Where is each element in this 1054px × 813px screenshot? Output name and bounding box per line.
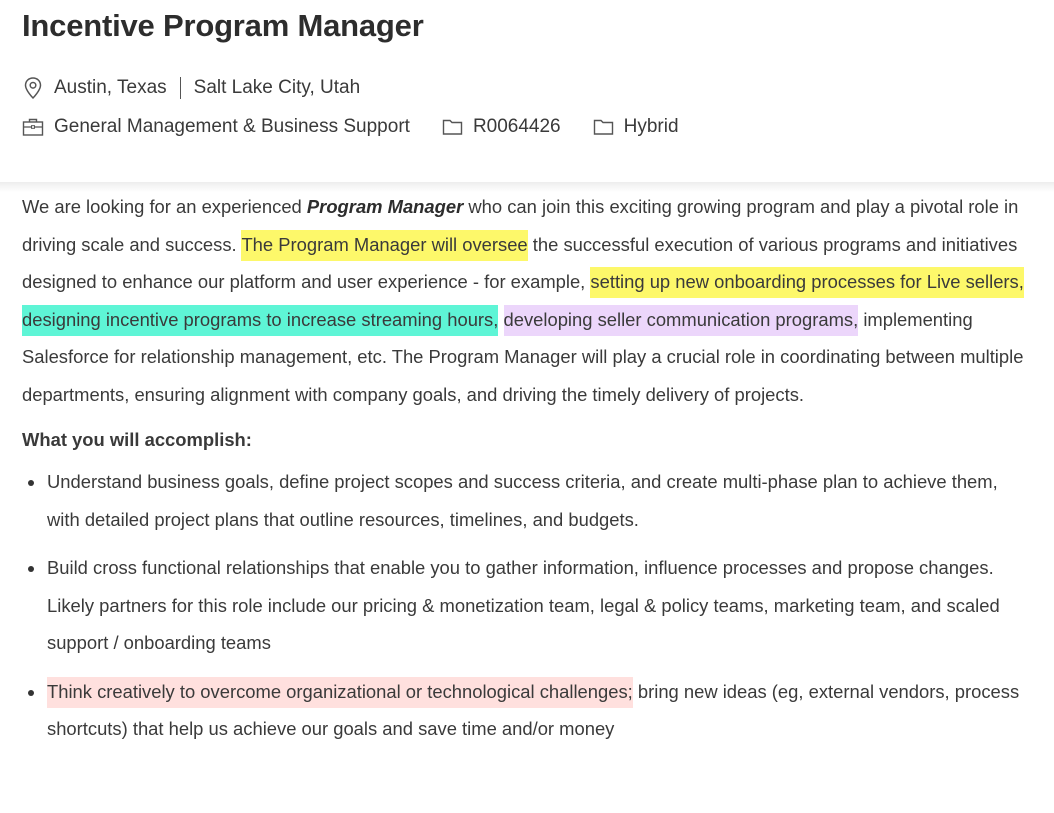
highlight-yellow-2: setting up new onboarding processes for Live sellers,: [590, 267, 1023, 298]
intro-text-a: We are looking for an experienced: [22, 196, 307, 217]
intro-text-d: implementing Salesforce for relationship management, etc. The Program Manager will play a crucial role in coordinating between multiple departments, ensuring alignment with company goals, and driving the timely delivery of projects.: [22, 308, 1024, 405]
work-type-group: [593, 115, 679, 139]
location-row: [22, 76, 360, 100]
highlight-teal: designing incentive programs to increase streaming hours,: [22, 305, 498, 336]
location-pin-icon: [22, 76, 44, 100]
briefcase-icon: [22, 115, 44, 139]
details-row: [22, 115, 679, 139]
highlight-yellow-1: The Program Manager will oversee: [241, 230, 527, 261]
intro-text-b: who can join this exciting growing program and play a pivotal role in driving scale and success.: [22, 196, 1019, 255]
requisition-group: [442, 115, 561, 139]
folder-icon: [442, 115, 464, 139]
job-category: General Management & Business Support: [54, 116, 410, 137]
list-item: [22, 673, 1032, 748]
highlight-pink: Think creatively to overcome organizational or technological challenges;: [47, 677, 633, 708]
accomplish-list: [22, 463, 1032, 748]
intro-emphasis: Program Manager: [306, 196, 464, 217]
location-divider: [180, 77, 181, 99]
location-secondary: Salt Lake City, Utah: [193, 77, 361, 98]
work-type: Hybrid: [623, 116, 679, 137]
intro-text-c: the successful execution of various programs and initiatives designed to enhance our platform and user experience - for example,: [22, 233, 1018, 292]
accomplish-heading: What you will accomplish:: [22, 429, 252, 450]
list-item: [22, 549, 1032, 662]
category-group: [22, 115, 410, 139]
requisition-id: R0064426: [472, 116, 561, 137]
list-item-text: bring new ideas (eg, external vendors, process shortcuts) that help us achieve our goals and save time and/or money: [47, 680, 1020, 739]
highlight-purple: developing seller communication programs,: [504, 305, 859, 336]
folder-icon: [593, 115, 615, 139]
intro-paragraph: [22, 188, 1032, 413]
list-item: [22, 463, 1032, 538]
list-item-text: Understand business goals, define project scopes and success criteria, and create multi-phase plan to achieve them, with detailed project plans that outline resources, timelines, and budgets.: [47, 471, 998, 530]
job-description: [22, 188, 1032, 759]
location-primary: Austin, Texas: [54, 77, 167, 98]
job-header: [0, 0, 1054, 182]
list-item-text: Build cross functional relationships that enable you to gather information, influence processes and propose changes. Likely partners for this role include our pricing & monetization team, legal & policy teams, marketing team, and scaled support / onboarding teams: [47, 557, 1000, 653]
job-title: Incentive Program Manager: [22, 8, 424, 43]
